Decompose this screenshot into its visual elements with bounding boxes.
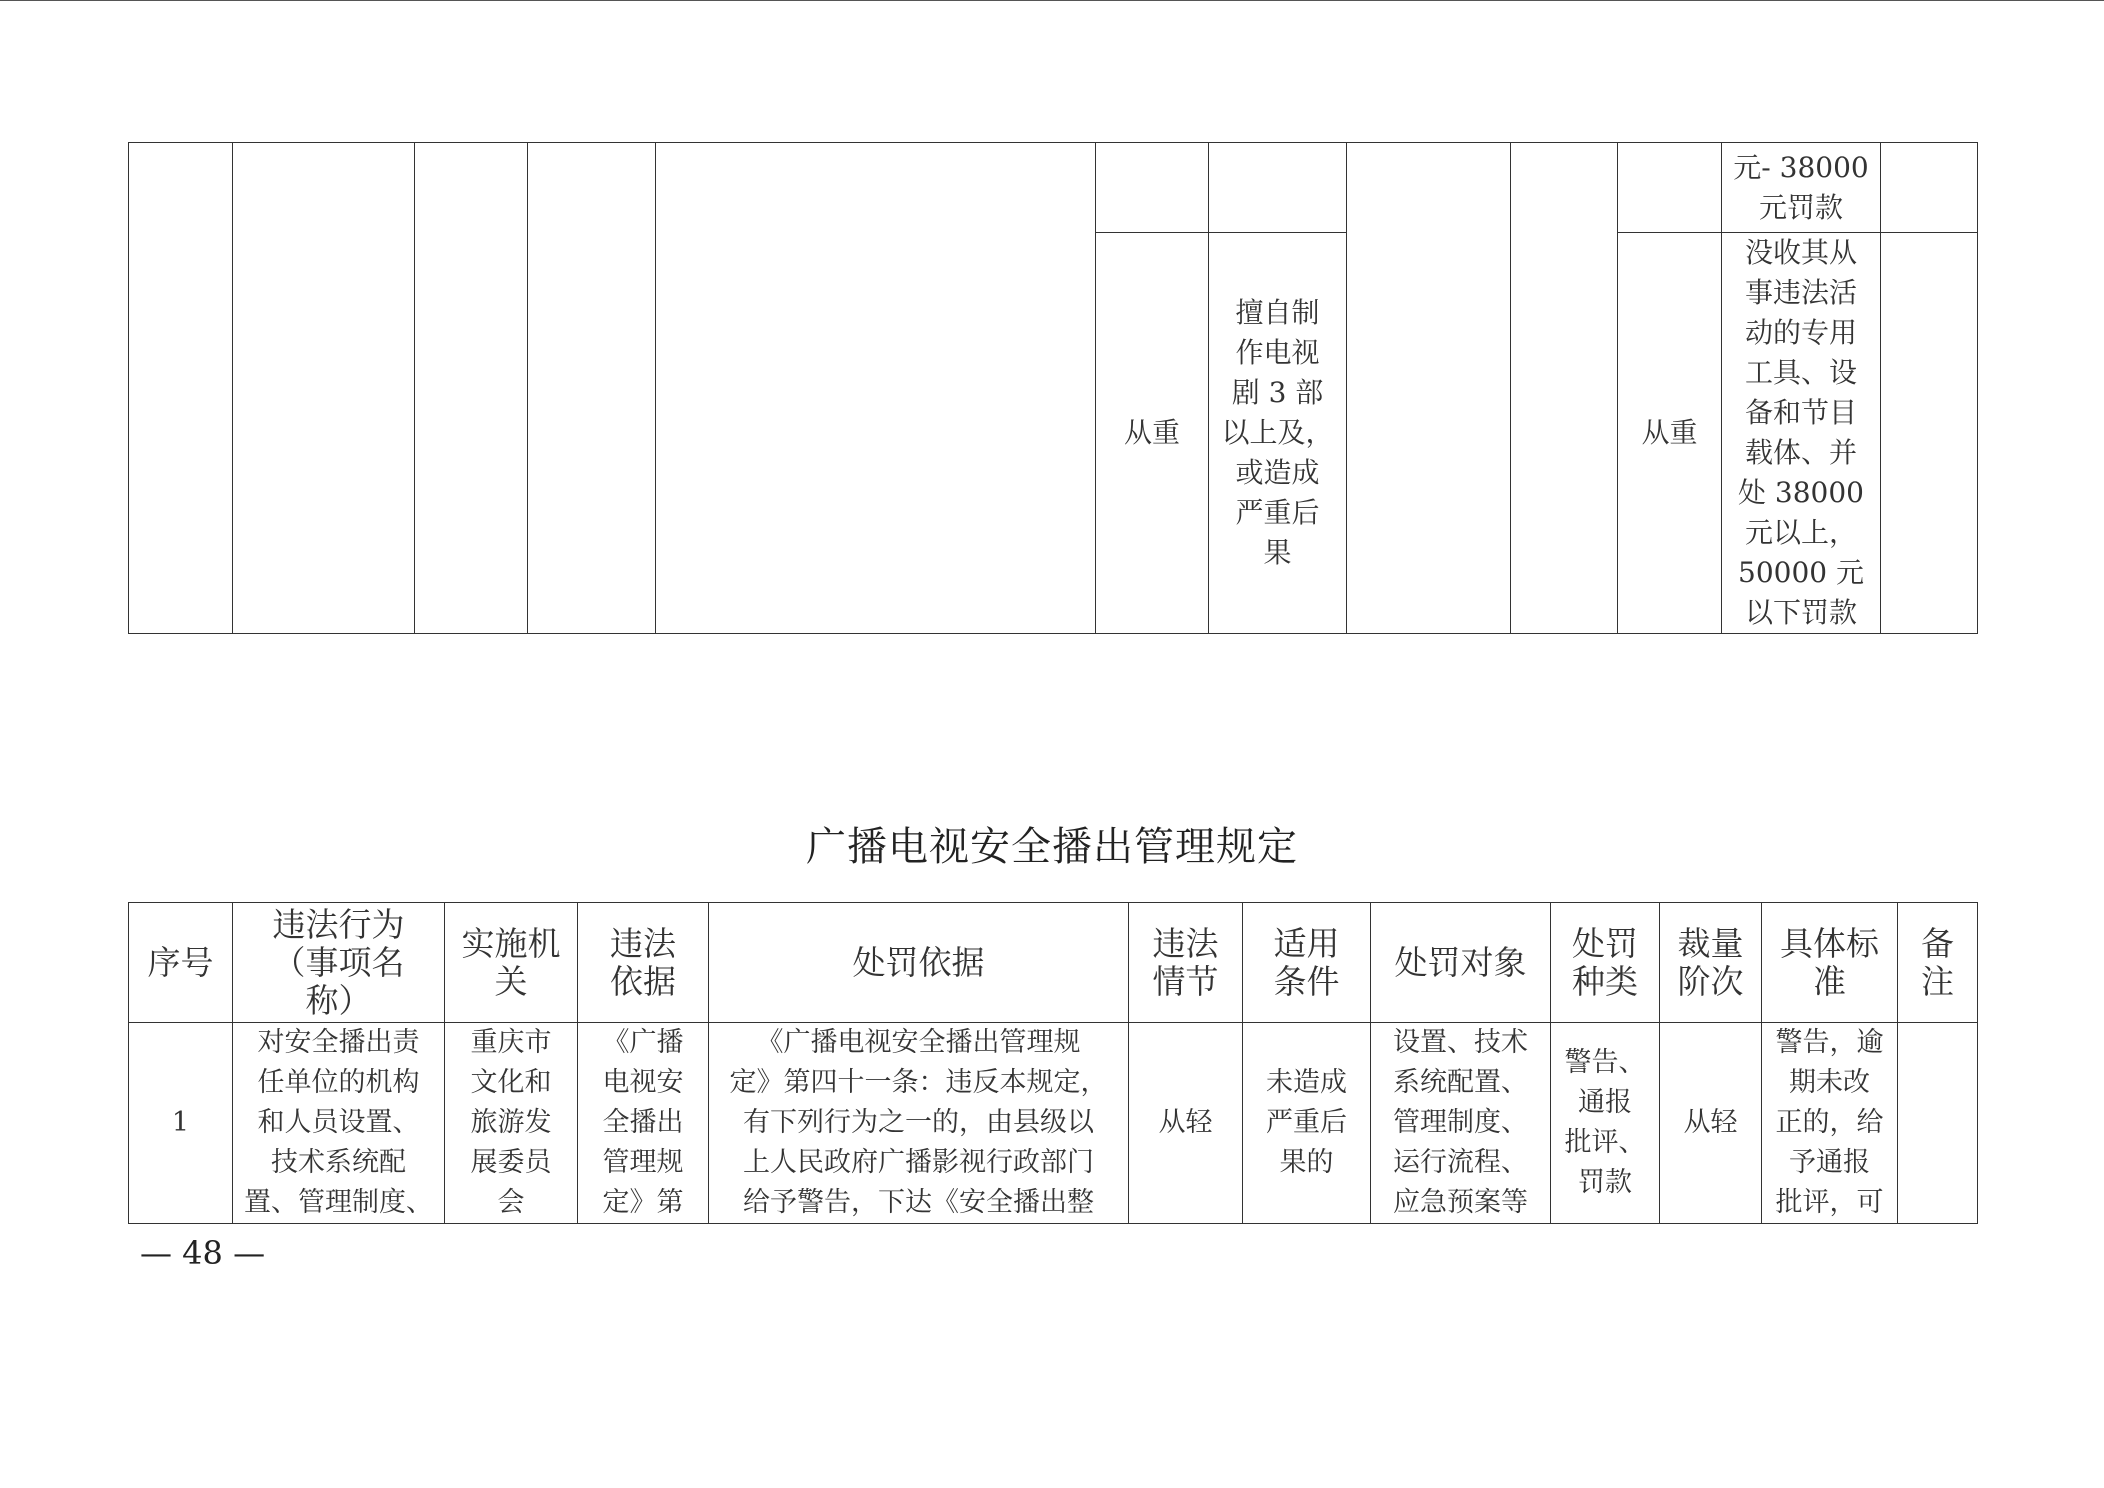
table-row [129,143,1978,233]
penalty-table [128,902,1978,1224]
cell-empty [656,143,1096,634]
cell-penalty-type: 警告、 通报 批评、 罚款 [1551,1023,1660,1224]
cell-penalty-basis: 《广播电视安全播出管理规 定》第四十一条：违反本规定， 有下列行为之一的，由县级以 上人民政府广播影视行政部门 给予警告，下达《安全播出整 [729,1027,1108,1218]
header-cell: 处罚依据 [709,903,1129,1023]
cell-empty [129,143,233,634]
section-title: 广播电视安全播出管理规定 [806,824,1298,870]
cell-standard: 警告，逾 期未改 正的，给 予通报 批评，可 [1775,1027,1884,1218]
cell-remark [1898,1023,1978,1224]
table-header-row [129,903,1978,1023]
continued-penalty-table [128,142,1978,634]
cell-legal-basis: 《广播 电视安 全播出 管理规 定》第 [602,1027,684,1218]
cell-empty [528,143,656,634]
header-cell: 实施机 关 [445,903,578,1023]
cell-empty [1511,143,1618,634]
header-cell: 违法 依据 [578,903,709,1023]
cell-authority: 重庆市 文化和 旅游发 展委员 会 [470,1027,552,1218]
cell-circumstance: 从轻 [1129,1023,1243,1224]
cell-empty [233,143,415,634]
cell-behavior: 对安全播出责 任单位的机构 和人员设置、 技术系统配 置、管理制度、 [244,1027,433,1218]
cell-level: 从重 [1618,233,1722,634]
cell-empty [415,143,528,634]
page-number: — 48 — [140,1234,266,1272]
cell-condition: 未造成 严重后 果的 [1243,1023,1371,1224]
cell-empty [1881,143,1978,233]
cell-empty [1209,143,1347,233]
header-cell: 违法行为 （事项名 称） [233,903,445,1023]
cell-empty [1881,233,1978,634]
header-cell: 备 注 [1898,903,1978,1023]
header-cell: 序号 [129,903,233,1023]
header-cell: 处罚 种类 [1551,903,1660,1023]
header-cell: 具体标 准 [1762,903,1898,1023]
header-cell: 违法 情节 [1129,903,1243,1023]
cell-condition: 擅自制 作电视 剧 3 部 以上及， 或造成 严重后 果 [1209,233,1347,634]
header-cell: 适用 条件 [1243,903,1371,1023]
top-border-line [0,0,2104,1]
cell-empty [1618,143,1722,233]
cell-empty [1347,143,1511,634]
cell-empty [1096,143,1209,233]
cell-level: 从轻 [1660,1023,1762,1224]
header-cell: 处罚对象 [1371,903,1551,1023]
cell-standard: 没收其从 事违法活 动的专用 工具、设 备和节目 载体、并 处 38000 元以上， 50000 元 以下罚款 [1722,233,1881,634]
cell-target: 设置、技术 系统配置、 管理制度、 运行流程、 应急预案等 [1393,1027,1528,1218]
cell-standard: 元- 38000 元罚款 [1722,143,1881,233]
table-row [129,1023,1978,1224]
cell-no: 1 [129,1023,233,1224]
cell-circumstance: 从重 [1096,233,1209,634]
header-cell: 裁量 阶次 [1660,903,1762,1023]
